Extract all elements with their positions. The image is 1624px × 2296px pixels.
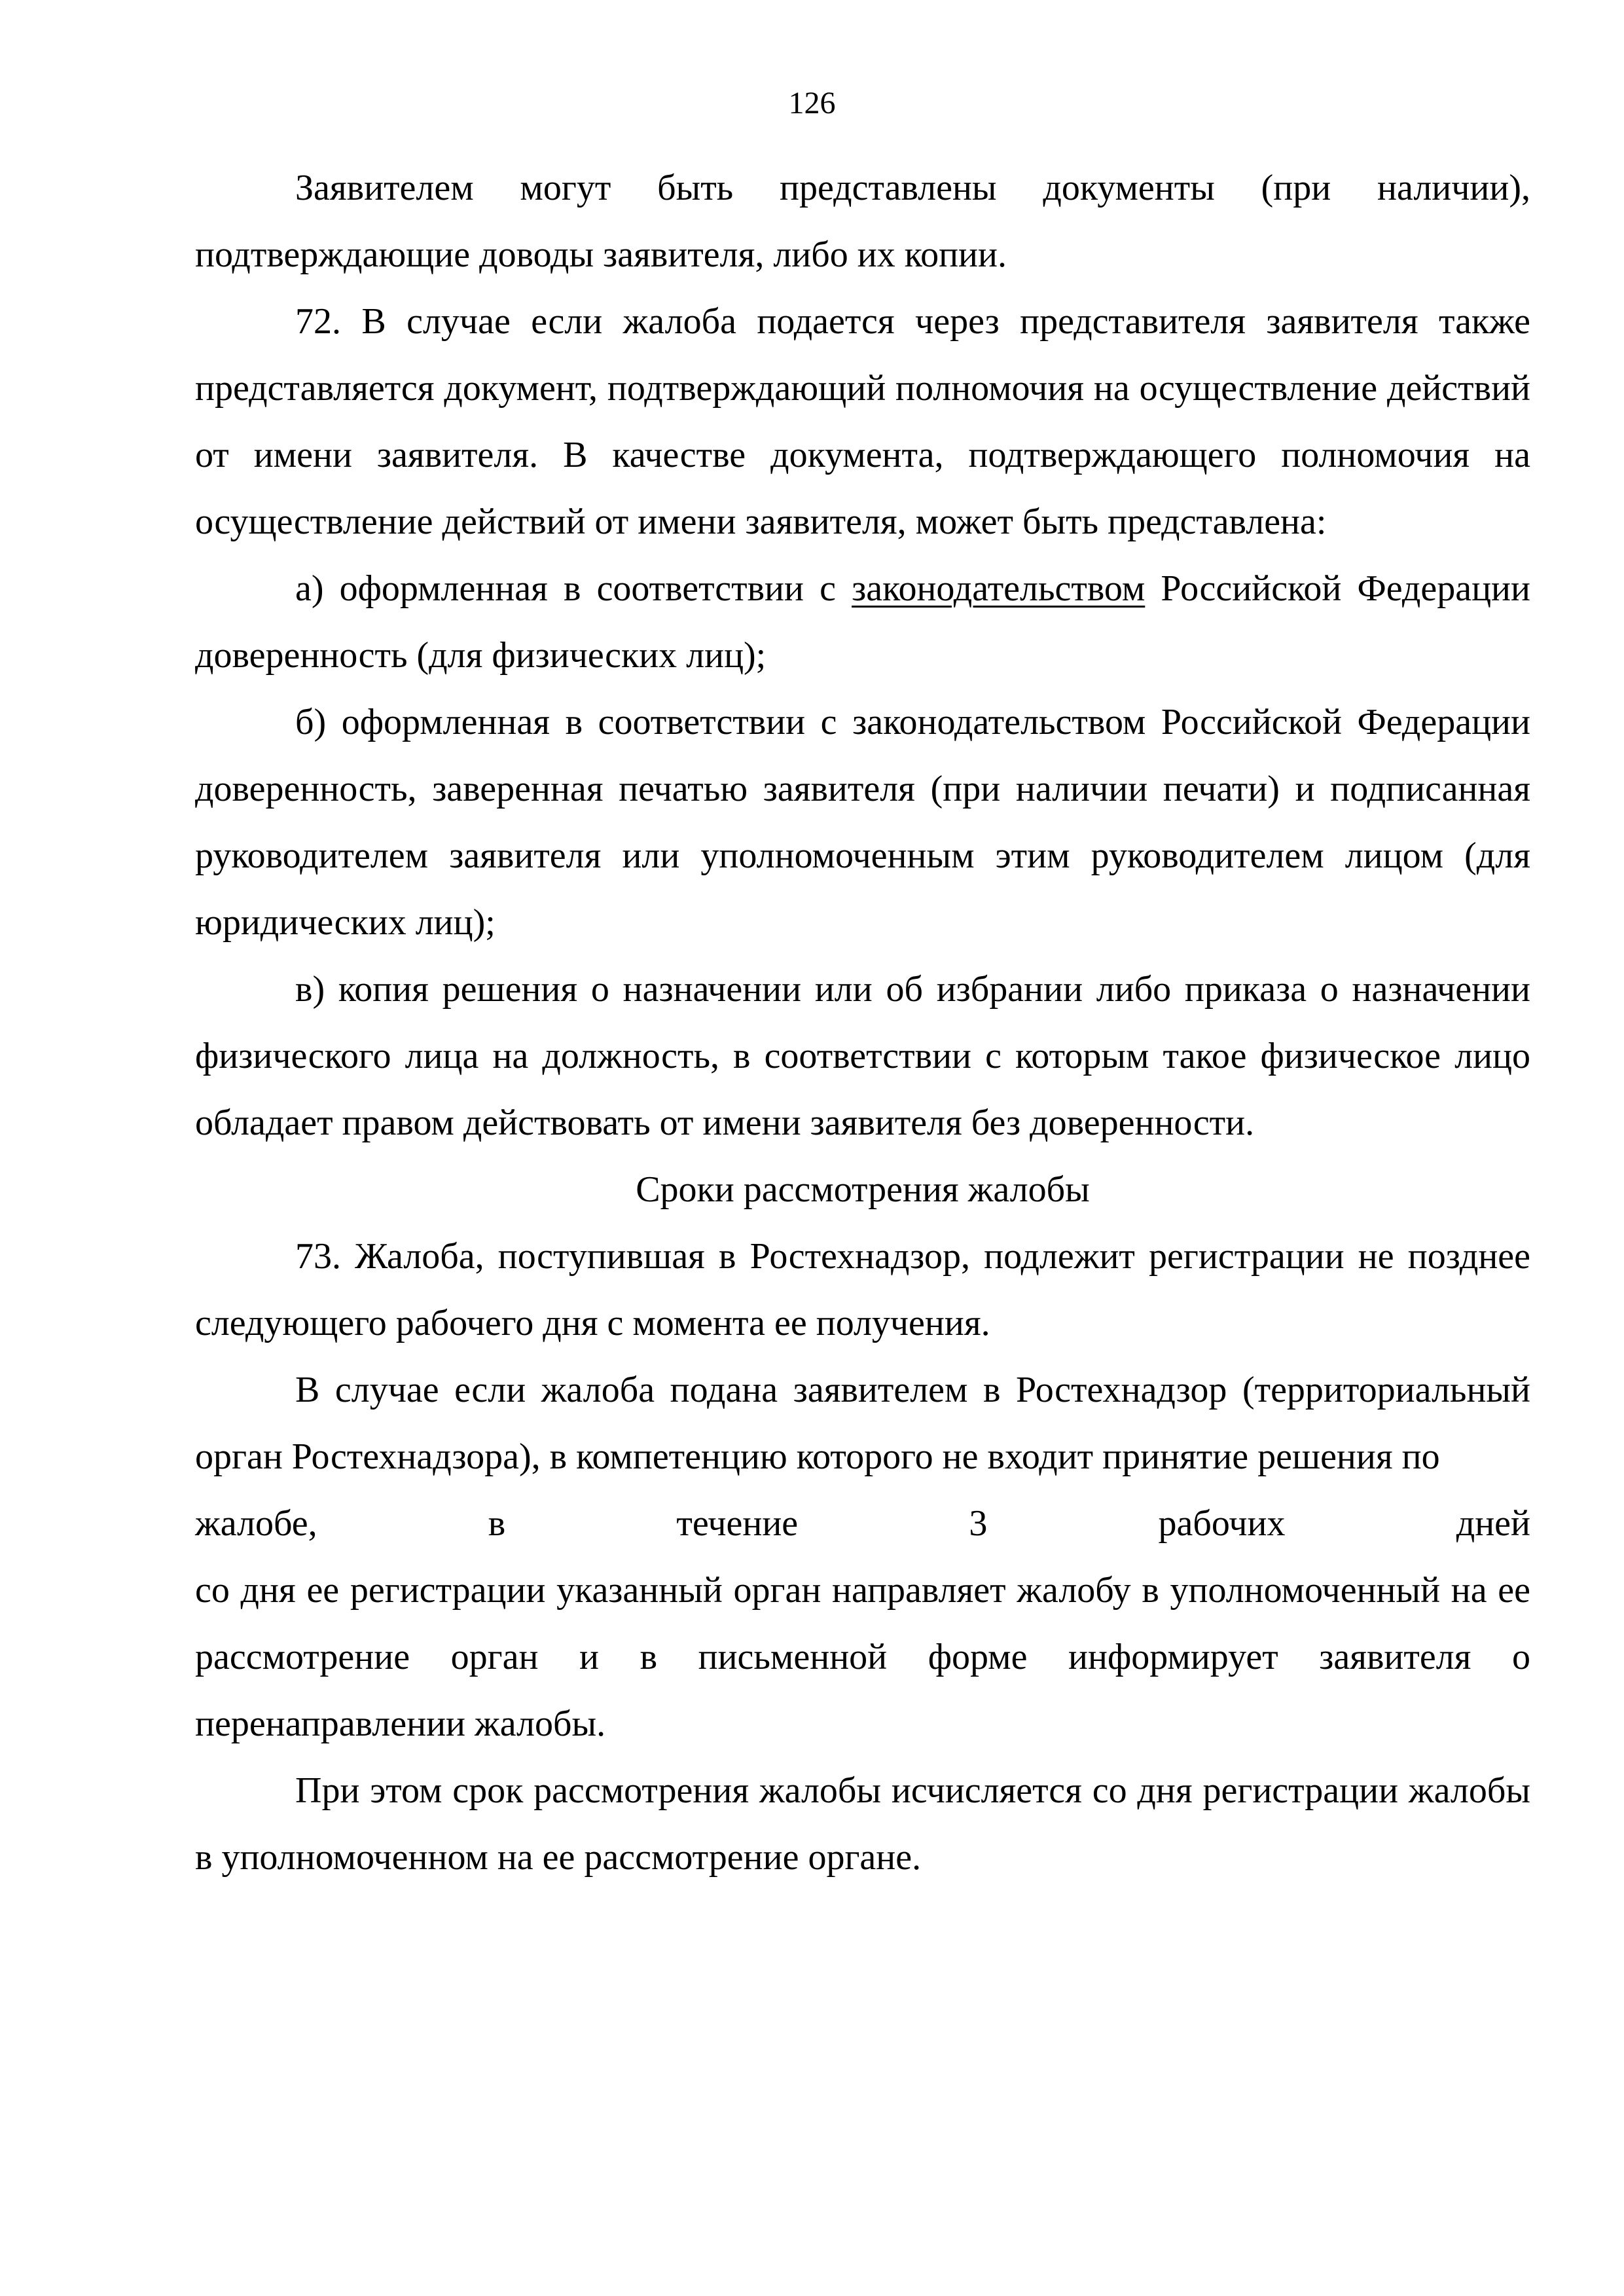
paragraph-72-representative: 72. В случае если жалоба подается через представителя заявителя также представляется документ, подтверждающий полномочия на осуществление действий от имени заявителя. В качестве документа, подтверждающего полномочия на осуществление действий от имени заявителя, может быть представлена: [195,301,1530,542]
paragraph-redirection [195,1357,1530,1757]
paragraph-a-text-end: Российской Федерации доверенность (для физических лиц); [195,568,1530,676]
paragraph-redirection-spread-line: жалобе, в течение 3 рабочих дней [195,1503,1530,1544]
paragraph-73-registration: 73. Жалоба, поступившая в Ростехнадзор, подлежит регистрации не позднее следующего рабочего дня с момента ее получения. [195,1236,1530,1343]
paragraph-review-period: При этом срок рассмотрения жалобы исчисляется со дня регистрации жалобы в уполномоченном на ее рассмотрение органе. [195,1770,1530,1878]
section-heading: Сроки рассмотрения жалобы [636,1169,1090,1210]
paragraph-applicant-documents: Заявителем могут быть представлены документы (при наличии), подтверждающие доводы заявителя, либо их копии. [195,168,1530,275]
page-number: 126 [788,86,836,120]
paragraph-b-power-of-attorney: б) оформленная в соответствии с законодательством Российской Федерации доверенность, заверенная печатью заявителя (при наличии печати) и подписанная руководителем заявителя или уполномоченным этим руководителем лицом (для юридических лиц); [195,702,1530,943]
paragraph-redirection-first: В случае если жалоба подана заявителем в Ростехнадзор (территориальный орган Ростехнадзора), в компетенцию которого не входит принятие решения по [195,1370,1530,1477]
paragraph-a-text-start: а) оформленная в соответствии с [295,568,852,609]
paragraph-a-power-of-attorney [195,555,1530,689]
paragraph-redirection-rest: со дня ее регистрации указанный орган направляет жалобу в уполномоченный на ее рассмотрение орган и в письменной форме информирует заявителя о перенаправлении жалобы. [195,1570,1530,1744]
paragraph-c-appointment-copy: в) копия решения о назначении или об избрании либо приказа о назначении физического лица на должность, в соответствии с которым такое физическое лицо обладает правом действовать от имени заявителя без доверенности. [195,969,1530,1143]
document-body [195,155,1530,1891]
legislation-link[interactable]: законодательством [852,568,1146,609]
